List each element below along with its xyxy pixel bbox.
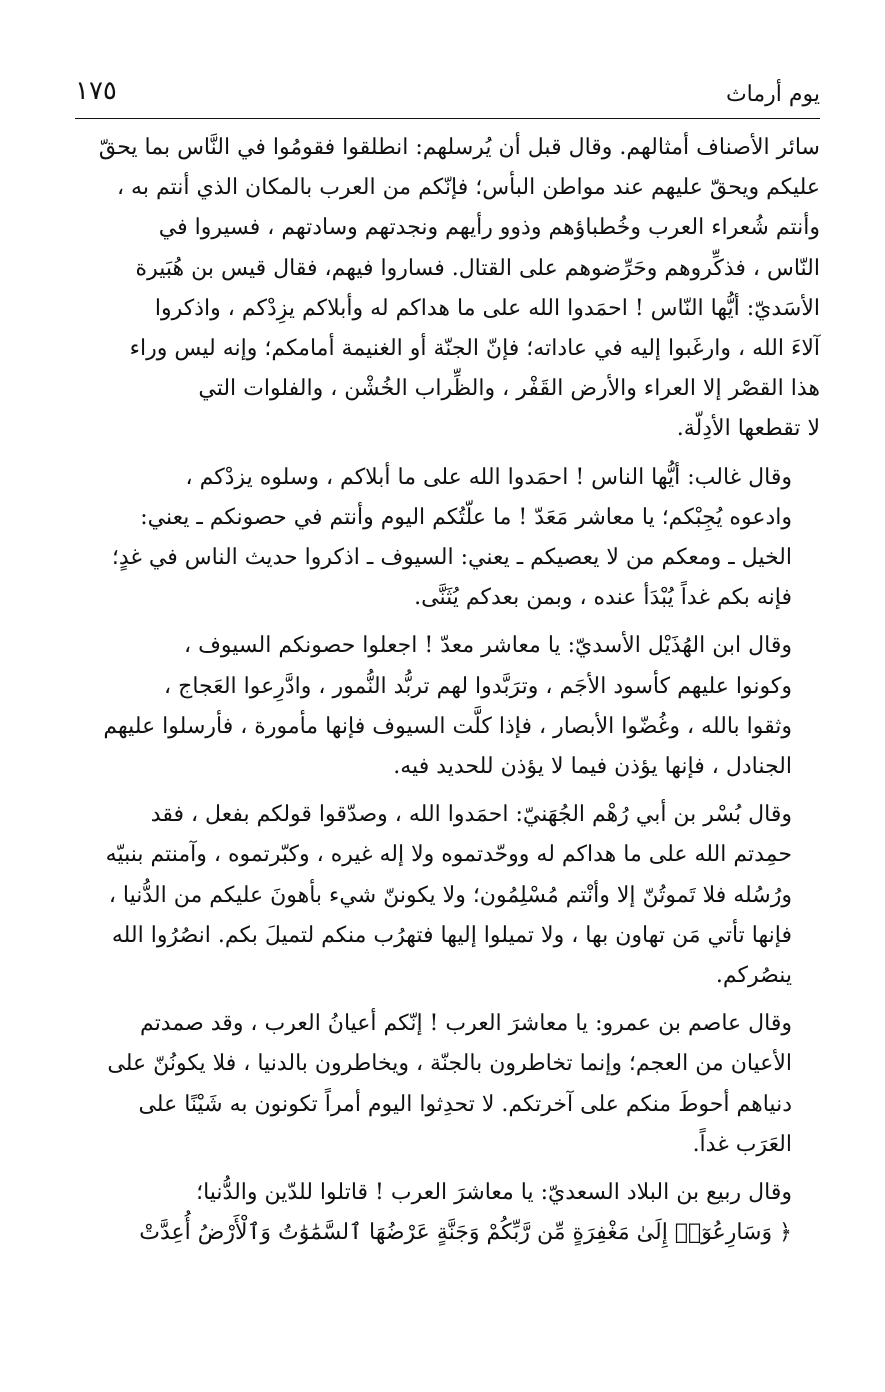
- text-line: لا تقطعها الأدِلّة.: [676, 416, 820, 442]
- text-line: العَرَب غداً.: [692, 1131, 792, 1157]
- text-line: النّاس ، فذكِّروهم وحَرِّضوهم على القتال. فساروا فيهم، فقال قيس بن هُبَيرة: [135, 255, 820, 281]
- text-line: الجنادل ، فإنها يؤذن فيما لا يؤذن للحديد فيه.: [393, 754, 792, 780]
- text-line: فإنه بكم غداً يُبْدَأ عنده ، وبمن بعدكم يُثَنَّى.: [414, 585, 792, 611]
- text-line: وادعوه يُجِبْكم؛ يا معاشر مَعَدّ ! ما علّتُكم اليوم وأنتم في حصونكم ـ يعني:: [140, 504, 792, 530]
- paragraph: [75, 1173, 820, 1253]
- text-line: الأعيان من العجم؛ وإنما تخاطرون بالجنّة ، ويخاطرون بالدنيا ، فلا يكونُنّ على: [107, 1051, 792, 1077]
- text-line: عليكم ويحقّ عليهم عند مواطن البأس؛ فإنّكم من العرب بالمكان الذي أنتم به ،: [116, 175, 820, 201]
- text-line: وأنتم شُعراء العرب وخُطباؤهم وذوو رأيهم ونجدتهم وسادتهم ، فسيروا في: [158, 215, 820, 241]
- text-line: وقال عاصم بن عمرو: يا معاشرَ العرب ! إنّكم أعيانُ العرب ، وقد صمدتم: [140, 1011, 792, 1037]
- paragraph: [75, 795, 820, 996]
- paragraph: [75, 626, 820, 787]
- body-text: [75, 128, 820, 1253]
- page-number: ١٧٥: [75, 76, 117, 106]
- text-line: ورُسُله فلا تَموتُنّ إلا وأنْتم مُسْلِمُون؛ ولا يكوننّ شيء بأهونَ عليكم من الدُّنيا ،: [108, 882, 792, 908]
- text-line: سائر الأصناف أمثالهم. وقال قبل أن يُرسلهم: انطلقوا فقومُوا في النَّاس بما يحقّ: [98, 135, 820, 160]
- header-rule: [75, 118, 820, 119]
- text-line: وقال غالب: أيُّها الناس ! احمَدوا الله على ما أبلاكم ، وسلوه يزدْكم ،: [185, 464, 792, 490]
- text-line: وقال ربيع بن البلاد السعديّ: يا معاشرَ العرب ! قاتلوا للدّين والدُّنيا؛: [196, 1180, 792, 1206]
- paragraph: [75, 1004, 820, 1165]
- text-line: وثقوا بالله ، وغُضّوا الأبصار ، فإذا كلَّت السيوف فإنها مأمورة ، فأرسلوا عليهم: [103, 713, 792, 739]
- paragraph: [75, 458, 820, 619]
- text-line: ينصُركم.: [715, 963, 792, 989]
- text-line: دنياهم أحوطَ منكم على آخرتكم. لا تحدِثوا اليوم أمراً تكونون به شَيْنًا على: [138, 1091, 792, 1117]
- paragraph: [75, 128, 820, 450]
- text-line: وقال بُسْر بن أبي رُهْم الجُهَنيّ: احمَدوا الله ، وصدّقوا قولكم بفعل ، فقد: [150, 802, 792, 828]
- text-line: آلاءَ الله ، وارغَبوا إليه في عاداته؛ فإنّ الجنّة أو الغنيمة أمامكم؛ وإنه ليس وراء: [129, 336, 820, 362]
- text-line: هذا القصْر إلا العراء والأرض القَفْر ، والظِّراب الخُشْن ، والفلوات التي: [198, 376, 820, 402]
- text-line: وقال ابن الهُذَيْل الأسديّ: يا معاشر معدّ ! اجعلوا حصونكم السيوف ،: [184, 633, 792, 659]
- text-line: فإنها تأتي مَن تهاون بها ، ولا تميلوا إليها فتهرُب منكم لتميلَ بكم. انصُرُوا الله: [111, 922, 792, 948]
- running-title: يوم أرماث: [725, 82, 820, 107]
- quran-verse-line: ﴿ وَسَارِعُوٓا۟ إِلَىٰ مَغْفِرَةٍ مِّن رَّبِّكُمْ وَجَنَّةٍ عَرْضُهَا ٱلسَّمَٰوَٰتُ وَٱلْأَرْضُ أُعِدَّتْ: [139, 1220, 792, 1246]
- text-line: الأسَديّ: أيُّها النّاس ! احمَدوا الله على ما هداكم له وأبلاكم يزِدْكم ، واذكروا: [154, 295, 820, 321]
- page-header: [75, 72, 820, 112]
- text-line: وكونوا عليهم كأسود الأجَم ، وترَبَّدوا لهم تربُّد النُّمور ، وادَّرِعوا العَجاج ،: [164, 673, 792, 699]
- text-line: الخيل ـ ومعكم من لا يعصيكم ـ يعني: السيوف ـ اذكروا حديث الناس في غدٍ؛: [111, 545, 792, 571]
- text-line: حمِدتم الله على ما هداكم له ووحّدتموه ولا إله غيره ، وكبّرتموه ، وآمنتم بنبيّه: [105, 842, 792, 868]
